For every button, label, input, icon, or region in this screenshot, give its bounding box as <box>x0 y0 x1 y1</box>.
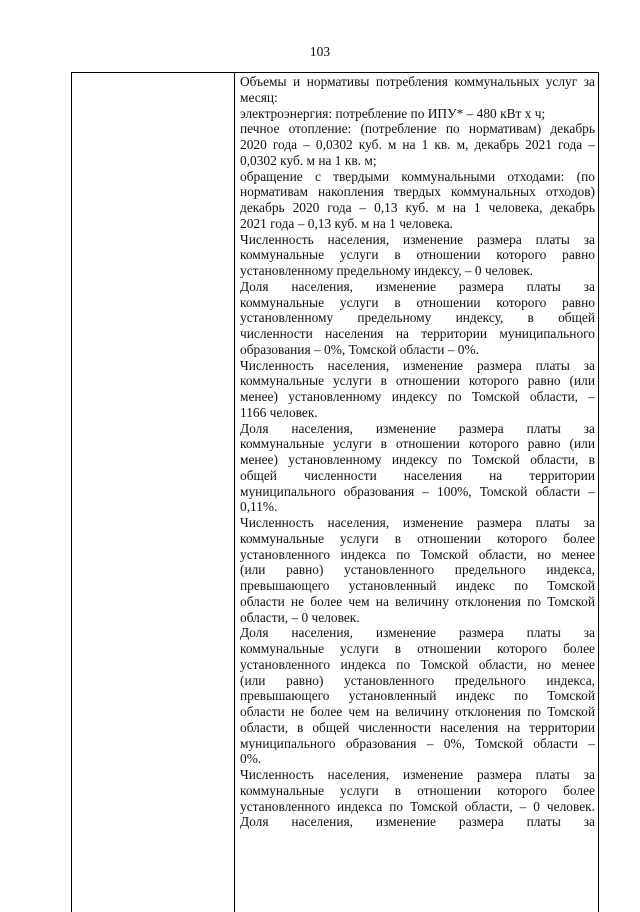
text-line: области не более чем на величину отклонения по Томской <box>240 704 595 719</box>
text-line: 0,0302 куб. м на 1 кв. м; <box>240 152 377 168</box>
text-line: 2021 года – 0,13 куб. м на 1 человека. <box>240 215 454 231</box>
text-line: коммунальные услуги в отношении которого более <box>240 530 595 546</box>
text-line: Доля населения, изменение размера платы за <box>240 625 595 641</box>
text-line: Объемы и нормативы потребления коммунальных услуг за <box>240 74 595 89</box>
text-line: установленного индекса по Томской области, но менее <box>240 546 595 562</box>
text-line: Численность населения, изменение размера платы за <box>240 767 595 782</box>
text-line: превышающего установленный индекс по Томской <box>240 578 595 593</box>
text-line: образования – 0%, Томской области – 0%. <box>240 341 479 357</box>
text-line: области, – 0 человек. <box>240 609 360 625</box>
text-line: 1166 человек. <box>240 404 318 420</box>
text-line: установленному предельному индексу, в общей <box>240 310 595 326</box>
text-line: установленному предельному индексу, – 0 человек. <box>240 263 534 278</box>
text-line: области, в общей численности населения на территории <box>240 719 595 735</box>
text-line: муниципального образования – 100%, Томской области – <box>240 483 595 499</box>
page-number: 103 <box>309 44 331 59</box>
text-line: превышающего установленный индекс по Томской <box>240 688 595 704</box>
text-line: Численность населения, изменение размера платы за <box>240 515 595 530</box>
text-line: численности населения на территории муниципального <box>240 326 595 341</box>
text-line: общей численности населения на территории <box>240 467 595 483</box>
text-line: коммунальные услуги в отношении которого равно <box>240 247 595 263</box>
text-line: 2020 года – 0,0302 куб. м на 1 кв. м, декабрь 2021 года – <box>240 137 595 152</box>
text-line: месяц: <box>240 89 278 105</box>
text-line: Численность населения, изменение размера платы за <box>240 357 595 373</box>
text-line: декабрь 2020 года – 0,13 куб. м на 1 человека, декабрь <box>240 200 595 215</box>
text-line: менее) установленному индексу по Томской области, – <box>240 389 595 404</box>
text-line: коммунальные услуги в отношении которого равно (или <box>240 436 595 452</box>
text-line: 0,11%. <box>240 499 278 515</box>
text-line: нормативам накопления твердых коммунальных отходов) <box>240 184 595 200</box>
text-line: Численность населения, изменение размера платы за <box>240 231 595 247</box>
text-line: Доля населения, изменение размера платы за <box>240 278 595 294</box>
text-line: менее) установленному индексу по Томской области, в <box>240 452 595 467</box>
text-line: муниципального образования – 0%, Томской области – <box>240 735 595 751</box>
text-line: (или равно) установленного предельного индекса, <box>240 672 595 688</box>
text-line: коммунальные услуги в отношении которого равно <box>240 294 595 310</box>
document-table <box>71 72 599 912</box>
text-line: коммунальные услуги в отношении которого равно (или <box>240 373 595 389</box>
text-line: установленного индекса по Томской области, но менее <box>240 656 595 672</box>
text-line: Доля населения, изменение размера платы за <box>240 814 595 830</box>
text-line: печное отопление: (потребление по нормативам) декабрь <box>240 121 595 137</box>
table-right-cell <box>240 74 595 830</box>
text-line: обращение с твердыми коммунальными отходами: (по <box>240 168 595 184</box>
text-line: области не более чем на величину отклонения по Томской <box>240 593 595 609</box>
text-line: (или равно) установленного предельного индекса, <box>240 562 595 578</box>
text-line: коммунальные услуги в отношении которого более <box>240 782 595 798</box>
text-line: 0%. <box>240 751 262 767</box>
text-line: коммунальные услуги в отношении которого более <box>240 641 595 656</box>
text-line: установленного индекса по Томской области, – 0 человек. <box>240 798 595 814</box>
table-left-cell <box>72 73 235 912</box>
text-line: электроэнергия: потребление по ИПУ* – 480 кВт х ч; <box>240 105 546 121</box>
text-line: Доля населения, изменение размера платы за <box>240 420 595 436</box>
